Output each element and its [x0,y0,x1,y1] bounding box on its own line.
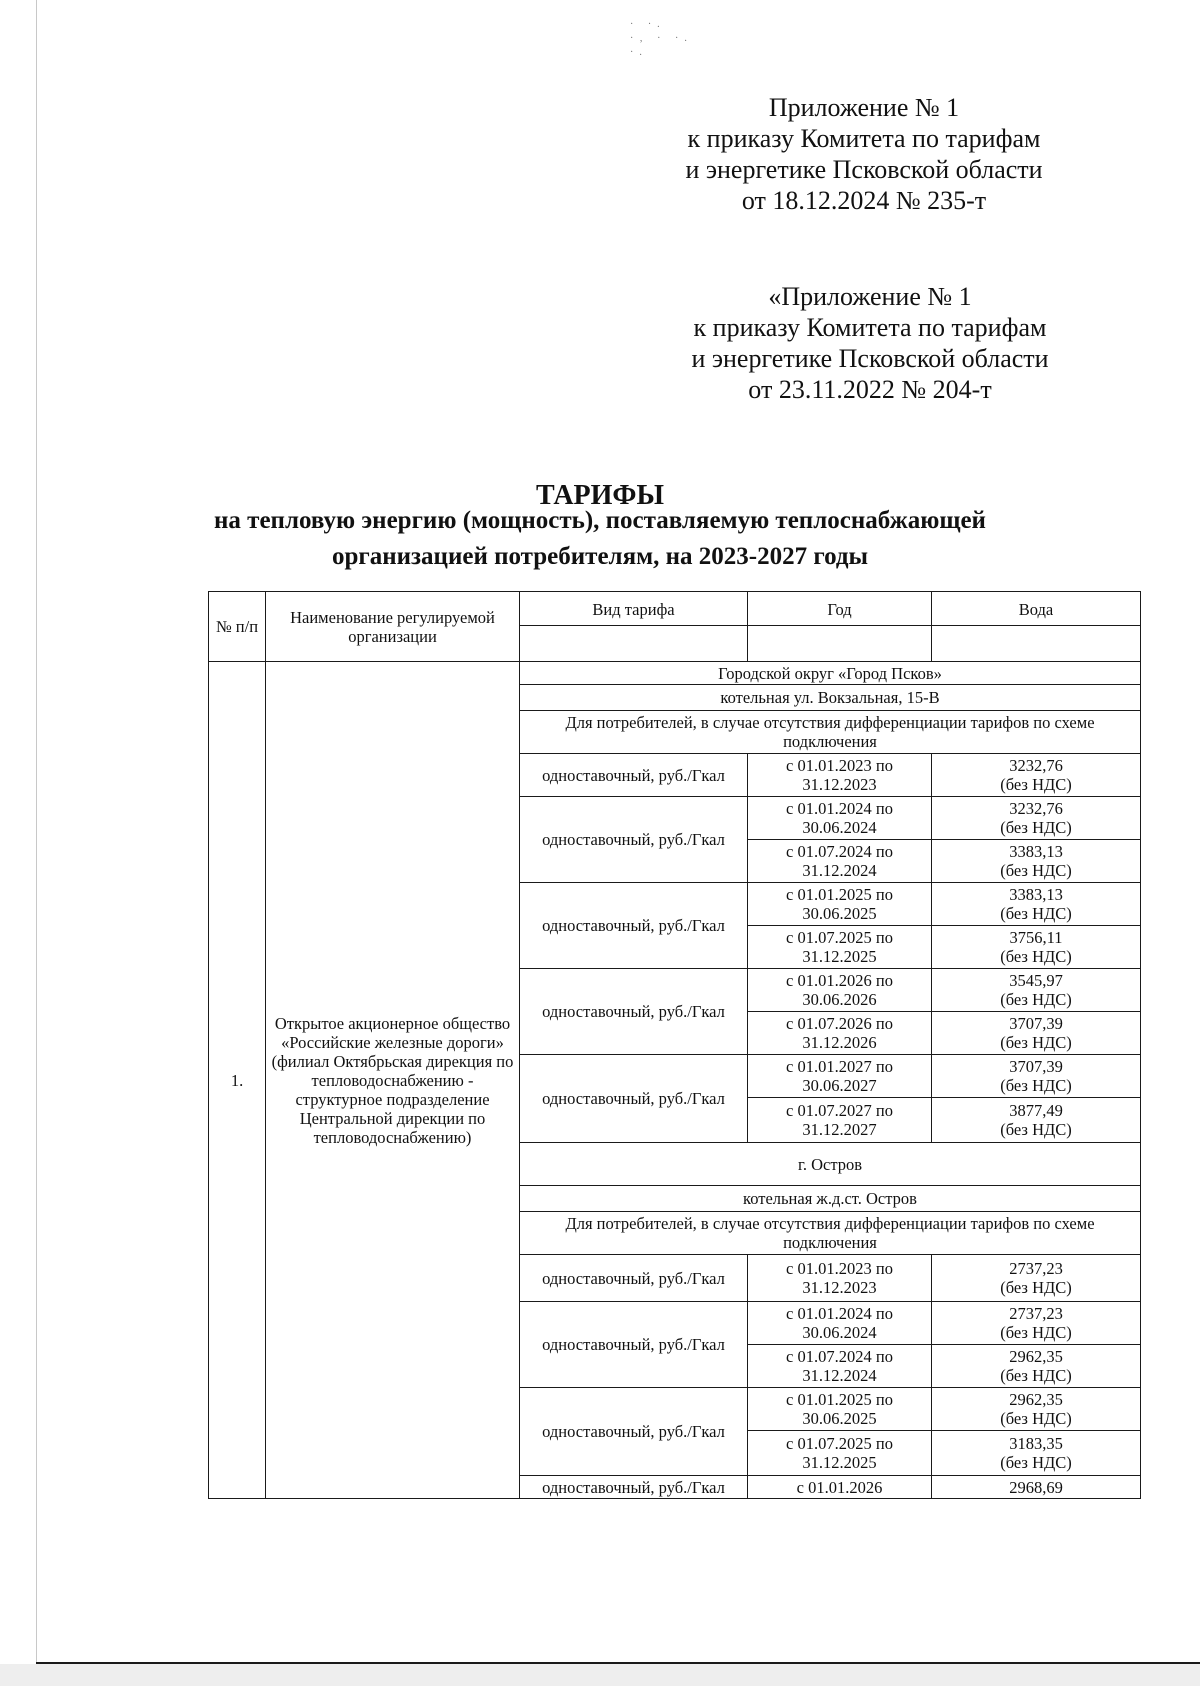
tariff-vat-note: (без НДС) [1000,818,1072,837]
tariff-value-number: 3183,35 [1009,1434,1063,1453]
attachment-current-line2: к приказу Комитета по тарифам [687,124,1041,153]
tariff-period: с 01.07.2026 по 31.12.2026 [748,1012,932,1055]
tariff-value [932,1098,1141,1143]
header-water-label: Вода [1018,600,1054,619]
tariff-value [932,1388,1141,1431]
tariff-value-number: 3756,11 [1009,928,1063,947]
tariff-vat-note: (без НДС) [1000,1033,1072,1052]
tariff-vat-note: (без НДС) [1000,1076,1072,1095]
attachment-original [640,281,1100,405]
tariff-period: с 01.01.2026 по 30.06.2026 [748,969,932,1012]
tariff-period: с 01.01.2025 по 30.06.2025 [748,1388,932,1431]
section-boiler: котельная ул. Вокзальная, 15-В [520,685,1141,711]
attachment-original-line4: от 23.11.2022 № 204-т [748,375,992,404]
tariff-value-number: 2962,35 [1009,1390,1063,1409]
tariff-period: с 01.01.2027 по 30.06.2027 [748,1055,932,1098]
tariff-vat-note: (без НДС) [1000,1323,1072,1342]
attachment-original-line1: «Приложение № 1 [768,282,972,311]
tariff-value-number: 3232,76 [1009,799,1063,818]
tariff-vat-note: (без НДС) [1000,947,1072,966]
tariff-vat-note: (без НДС) [1000,1278,1072,1297]
attachment-current-line3: и энергетике Псковской области [685,155,1043,184]
page-bottom-strip [0,1664,1200,1686]
tariff-value-number: 3383,13 [1009,885,1063,904]
scan-specks: · ·. ·‚ · ·. ·. [630,19,693,58]
tariff-period: с 01.07.2027 по 31.12.2027 [748,1098,932,1143]
tariff-period: с 01.07.2025 по 31.12.2025 [748,926,932,969]
tariff-period: с 01.01.2024 по 30.06.2024 [748,1302,932,1345]
tariff-period: с 01.01.2023 по 31.12.2023 [748,754,932,797]
tariff-value [932,883,1141,926]
tariff-type: одноставочный, руб./Гкал [520,1388,748,1476]
tariff-period: с 01.07.2024 по 31.12.2024 [748,840,932,883]
header-type-label: Вид тарифа [592,600,675,619]
tariff-type: одноставочный, руб./Гкал [520,883,748,969]
tariff-period: с 01.01.2025 по 30.06.2025 [748,883,932,926]
header-num: № п/п [209,592,266,662]
tariff-type: одноставочный, руб./Гкал [520,797,748,883]
tariff-value-number: 3877,49 [1009,1101,1063,1120]
table-header-row [209,592,1141,662]
tariff-period: с 01.01.2024 по 30.06.2024 [748,797,932,840]
tariff-value [932,840,1141,883]
header-type [520,592,748,662]
tariff-value [932,1476,1141,1499]
tariff-value [932,969,1141,1012]
tariff-value-number: 3232,76 [1009,756,1063,775]
tariff-type: одноставочный, руб./Гкал [520,754,748,797]
tariff-value-number: 2968,69 [1009,1477,1063,1497]
attachment-original-line3: и энергетике Псковской области [691,344,1049,373]
tariff-value [932,754,1141,797]
tariff-period: с 01.01.2026 [748,1476,932,1499]
attachment-current [634,92,1094,216]
tariff-value [932,1012,1141,1055]
document-title: ТАРИФЫ [536,480,664,511]
section-boiler: котельная ж.д.ст. Остров [520,1186,1141,1212]
tariff-vat-note: (без НДС) [1000,990,1072,1009]
header-year [748,592,932,662]
tariff-period: с 01.01.2023 по 31.12.2023 [748,1255,932,1302]
tariff-period: с 01.07.2024 по 31.12.2024 [748,1345,932,1388]
organization-name: Открытое акционерное общество «Российские железные дороги» (филиал Октябрьская дирекция по тепловодоснабжению - структурное подразделение Центральной дирекции по тепловодоснабжению) [266,662,520,1499]
attachment-current-line4: от 18.12.2024 № 235-т [741,186,987,215]
section-district-row [209,662,1141,685]
tariff-vat-note: (без НДС) [1000,775,1072,794]
tariff-value-number: 2737,23 [1009,1304,1063,1323]
tariff-value [932,926,1141,969]
tariff-value [932,797,1141,840]
tariff-vat-note: (без НДС) [1000,1120,1072,1139]
section-district: г. Остров [520,1143,1141,1186]
tariff-type: одноставочный, руб./Гкал [520,1055,748,1143]
tariff-type: одноставочный, руб./Гкал [520,1302,748,1388]
header-water [932,592,1141,662]
tariff-type: одноставочный, руб./Гкал [520,1255,748,1302]
header-year-label: Год [827,600,852,619]
tariff-vat-note: (без НДС) [1000,1366,1072,1385]
document-subtitle-line1: на тепловую энергию (мощность), поставляемую теплоснабжающей [214,507,986,534]
document-subtitle-line2: организацией потребителям, на 2023-2027 годы [331,543,869,570]
tariff-type: одноставочный, руб./Гкал [520,1476,748,1499]
tariff-value [932,1345,1141,1388]
tariff-value-number: 3707,39 [1009,1057,1063,1076]
page-edge [36,0,37,1686]
tariff-value-number: 3383,13 [1009,842,1063,861]
tariff-vat-note: (без НДС) [1000,904,1072,923]
tariff-vat-note: (без НДС) [1000,1409,1072,1428]
tariff-value [932,1302,1141,1345]
tariff-value-number: 2962,35 [1009,1347,1063,1366]
tariff-value-number: 3545,97 [1009,971,1063,990]
tariff-vat-note: (без НДС) [1000,1453,1072,1472]
row-number: 1. [209,662,266,1499]
tariff-value [932,1431,1141,1476]
section-district: Городской округ «Город Псков» [520,662,1141,685]
tariff-vat-note: (без НДС) [1000,861,1072,880]
tariff-table [208,591,1141,1499]
tariff-value-number: 3707,39 [1009,1014,1063,1033]
tariff-value [932,1055,1141,1098]
tariff-period: с 01.07.2025 по 31.12.2025 [748,1431,932,1476]
attachment-current-line1: Приложение № 1 [768,93,960,122]
header-org: Наименование регулируемой организации [266,592,520,662]
tariff-value-number: 2737,23 [1009,1259,1063,1278]
tariff-type: одноставочный, руб./Гкал [520,969,748,1055]
attachment-original-line2: к приказу Комитета по тарифам [693,313,1047,342]
section-consumers: Для потребителей, в случае отсутствия дифференциации тарифов по схеме подключения [520,711,1141,754]
section-consumers: Для потребителей, в случае отсутствия дифференциации тарифов по схеме подключения [520,1212,1141,1255]
tariff-value [932,1255,1141,1302]
